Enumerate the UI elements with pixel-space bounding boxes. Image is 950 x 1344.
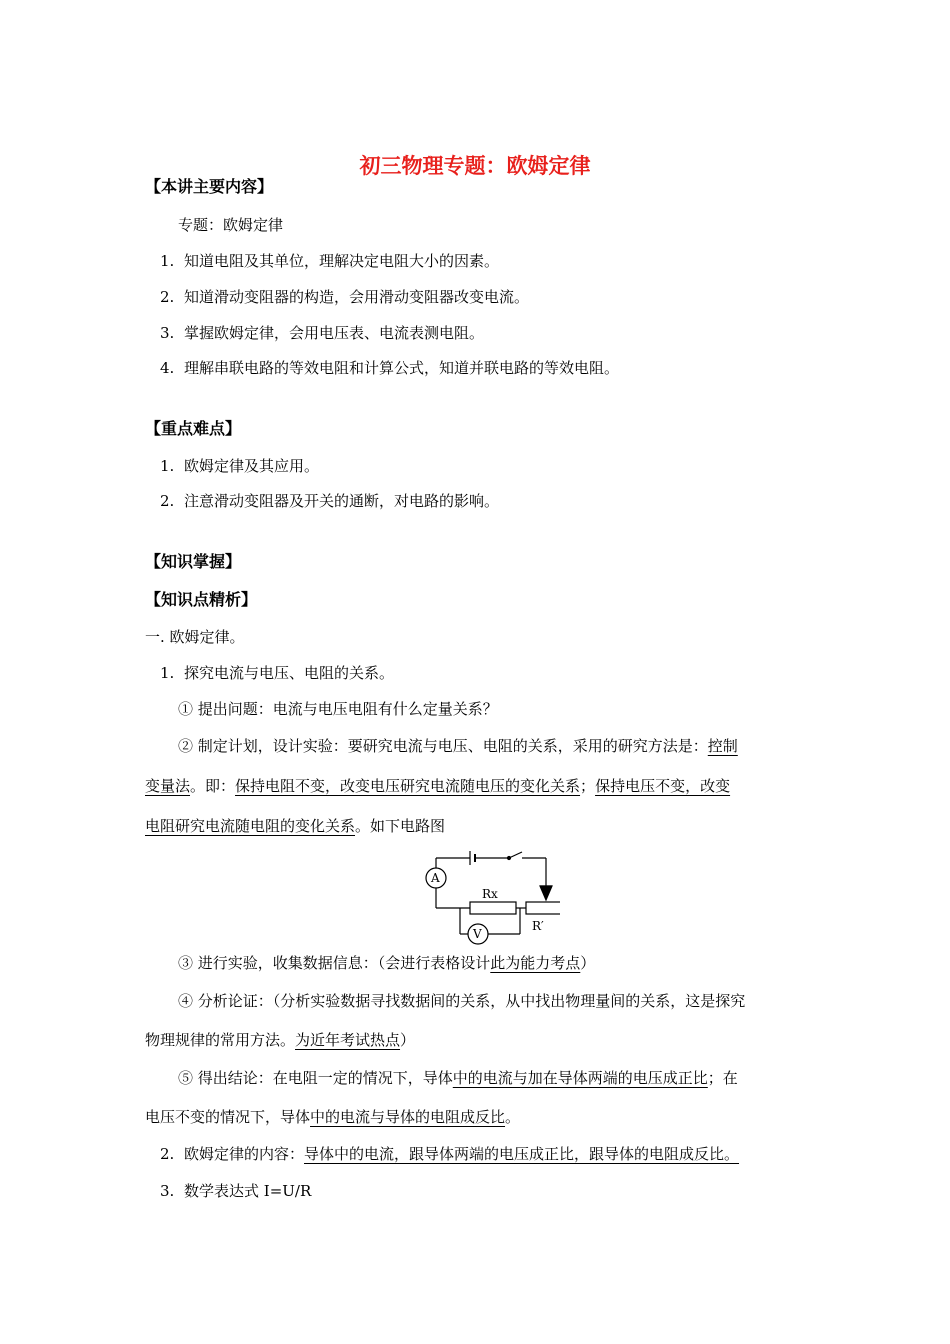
slider-arrow [540, 886, 552, 900]
resistor-label: Rx [482, 887, 498, 901]
underlined-term: 为近年考试热点 [295, 1031, 401, 1049]
underlined-term: 保持电阻不变，改变电压研究电流随电压的变化关系 [235, 777, 581, 795]
step-5-line-1 [178, 1068, 738, 1088]
step-5-text: 电压不变的情况下，导体 [145, 1108, 311, 1126]
list-item [160, 323, 484, 343]
item-number: 1. [160, 252, 175, 270]
rheostat-label: R′ [532, 919, 544, 933]
item-number: 4. [160, 359, 175, 377]
step-4-line-1: ④ 分析论证：（分析实验数据寻找数据间的关系，从中找出物理量间的关系，这是探究 [178, 992, 746, 1010]
voltmeter-label: V [473, 927, 482, 941]
switch-blade [509, 852, 522, 858]
list-item [160, 663, 394, 683]
item-number: 2. [160, 492, 175, 510]
section-heading: 一. 欧姆定律。 [145, 628, 245, 646]
step-2-text: ② 制定计划，设计实验：要研究电流与电压、电阻的关系，采用的研究方法是： [178, 737, 708, 755]
step-3 [178, 953, 595, 973]
step-3-text: ③ 进行实验，收集数据信息：（会进行表格设计 [178, 954, 491, 972]
circuit-diagram [420, 846, 560, 946]
item-text: 欧姆定律的内容： [184, 1145, 305, 1163]
underlined-term: 导体中的电流，跟导体两端的电压成正比，跟导体的电阻成反比。 [304, 1145, 740, 1163]
knowledge-subheading: 【知识点精析】 [145, 590, 258, 609]
item-text: 探究电流与电压、电阻的关系。 [184, 664, 395, 682]
underlined-term: 电阻研究电流随电阻的变化关系 [145, 817, 356, 835]
item-text: 理解串联电路的等效电阻和计算公式，知道并联电路的等效电阻。 [184, 359, 620, 377]
knowledge-heading: 【知识掌握】 [145, 552, 242, 571]
step-5-text: ⑤ 得出结论：在电阻一定的情况下，导体 [178, 1069, 453, 1087]
step-4-text: ） [400, 1031, 416, 1049]
item-number: 2. [160, 288, 175, 306]
underlined-term: 变量法 [145, 777, 191, 795]
item-text: 知道滑动变阻器的构造，会用滑动变阻器改变电流。 [184, 288, 530, 306]
item-number: 3. [160, 1182, 175, 1200]
underlined-term: 保持电压不变，改变 [595, 777, 731, 795]
topic-line: 专题：欧姆定律 [178, 216, 284, 234]
item-text: 数学表达式 I=U/R [184, 1182, 312, 1200]
item-text: 掌握欧姆定律，会用电压表、电流表测电阻。 [184, 324, 485, 342]
list-item [160, 456, 319, 476]
underlined-term: 控制 [707, 737, 738, 755]
item-text: 欧姆定律及其应用。 [184, 457, 320, 475]
underlined-term: 中的电流与导体的电阻成反比 [310, 1108, 506, 1126]
item-number: 2. [160, 1145, 175, 1163]
key-points-heading: 【重点难点】 [145, 419, 242, 438]
item-text: 注意滑动变阻器及开关的通断，对电路的影响。 [184, 492, 500, 510]
step-5-text: 。 [505, 1108, 521, 1126]
underlined-term: 此为能力考点 [490, 954, 581, 972]
list-item [160, 491, 499, 511]
step-5-line-2 [145, 1107, 520, 1127]
rheostat [526, 902, 560, 914]
step-3-text: ） [580, 954, 596, 972]
list-item [160, 358, 619, 378]
underlined-term: 中的电流与加在导体两端的电压成正比 [452, 1069, 708, 1087]
step-2-text: ； [580, 777, 596, 795]
list-item [160, 1181, 311, 1201]
main-content-heading: 【本讲主要内容】 [145, 177, 274, 196]
step-4-text: 物理规律的常用方法。 [145, 1031, 296, 1049]
list-item [160, 1144, 739, 1164]
step-1: ① 提出问题：电流与电压电阻有什么定量关系？ [178, 700, 498, 718]
item-number: 3. [160, 324, 175, 342]
item-text: 知道电阻及其单位，理解决定电阻大小的因素。 [184, 252, 500, 270]
list-item [160, 287, 529, 307]
step-2-text: 。如下电路图 [355, 817, 446, 835]
step-2-line-3 [145, 816, 445, 836]
list-item [160, 251, 499, 271]
step-2-text: 。即： [190, 777, 236, 795]
item-number: 1. [160, 664, 175, 682]
step-2-line-2 [145, 776, 730, 796]
step-5-text: ；在 [707, 1069, 738, 1087]
resistor-rx [470, 902, 516, 914]
item-number: 1. [160, 457, 175, 475]
page-title: 初三物理专题：欧姆定律 [359, 154, 591, 178]
ammeter-label: A [431, 871, 440, 885]
step-2-line-1 [178, 736, 738, 756]
step-4-line-2 [145, 1030, 415, 1050]
